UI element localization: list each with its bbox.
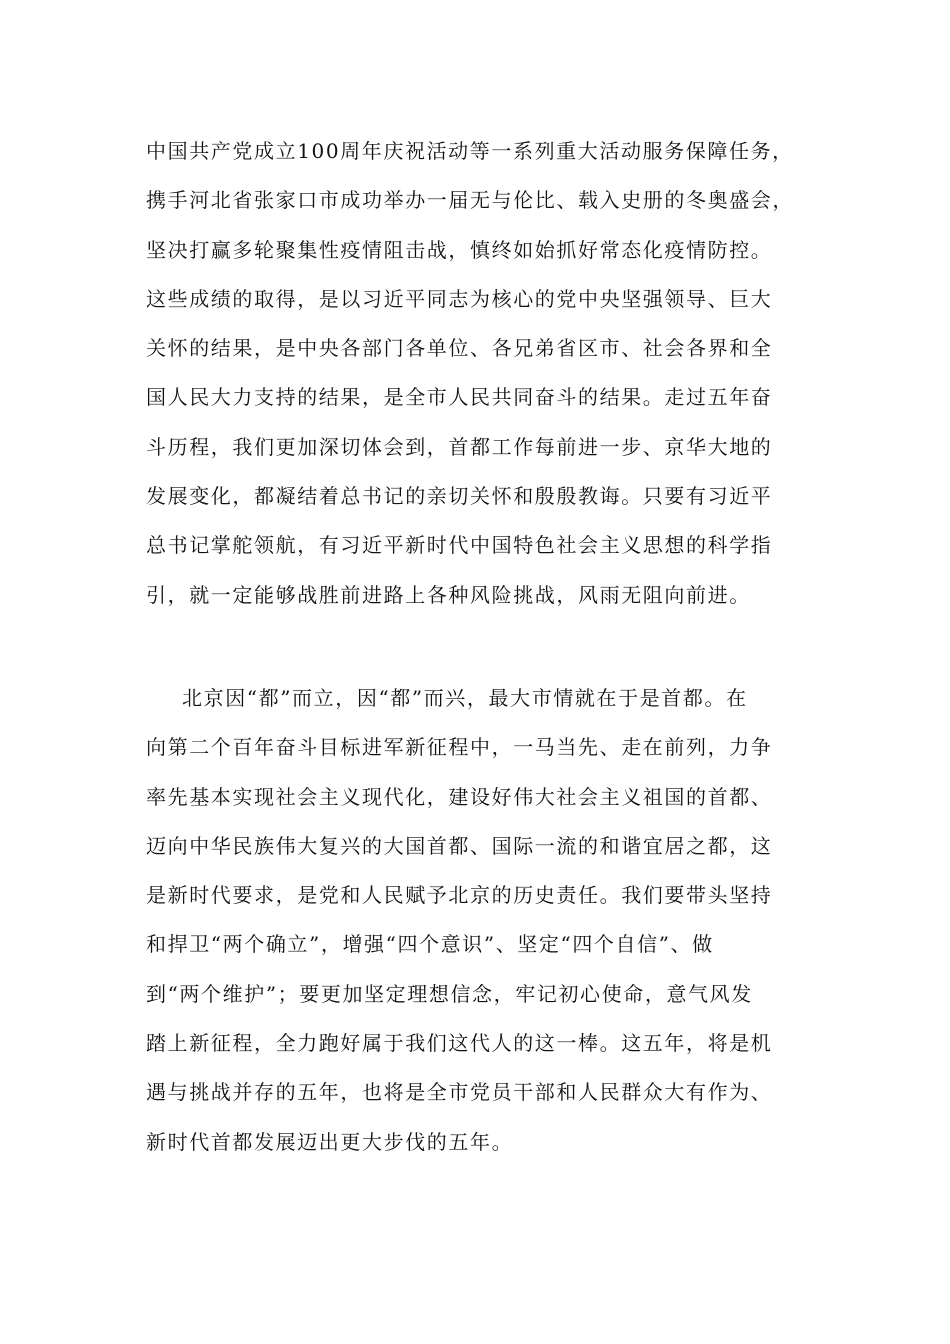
paragraph-line: 坚决打赢多轮聚集性疫情阻击战，慎终如始抓好常态化疫情防控。 [146,237,773,262]
paragraph-line: 踏上新征程，全力跑好属于我们这代人的这一棒。这五年，将是机 [146,1031,773,1056]
paragraph-line: 迈向中华民族伟大复兴的大国首都、国际一流的和谐宜居之都，这 [146,833,773,858]
paragraph-line: 总书记掌舵领航，有习近平新时代中国特色社会主义思想的科学指 [146,533,773,558]
paragraph-line: 和捍卫“两个确立”，增强“四个意识”、坚定“四个自信”、做 [146,932,714,957]
paragraph-line: 发展变化，都凝结着总书记的亲切关怀和殷殷教诲。只要有习近平 [146,484,773,509]
paragraph-line: 这些成绩的取得，是以习近平同志为核心的党中央坚强领导、巨大 [146,286,773,311]
body-paragraph-2 [146,674,806,1167]
paragraph-line: 向第二个百年奋斗目标进军新征程中，一马当先、走在前列，力争 [146,735,773,760]
paragraph-line: 北京因“都”而立，因“都”而兴，最大市情就在于是首都。在 [182,686,748,710]
paragraph-line: 斗历程，我们更加深切体会到，首都工作每前进一步、京华大地的 [146,434,773,459]
paragraph-line: 关怀的结果，是中央各部门各单位、各兄弟省区市、社会各界和全 [146,336,773,361]
paragraph-line: 新时代首都发展迈出更大步伐的五年。 [146,1129,514,1154]
paragraph-line: 到“两个维护”；要更加坚定理想信念，牢记初心使命，意气风发 [146,981,753,1006]
paragraph-line: 是新时代要求，是党和人民赋予北京的历史责任。我们要带头坚持 [146,883,773,908]
paragraph-line: 率先基本实现社会主义现代化，建设好伟大社会主义祖国的首都、 [146,784,773,809]
paragraph-line: 国人民大力支持的结果，是全市人民共同奋斗的结果。走过五年奋 [146,385,773,410]
paragraph-line: 中国共产党成立100周年庆祝活动等一系列重大活动服务保障任务， [146,139,794,163]
paragraph-line: 遇与挑战并存的五年，也将是全市党员干部和人民群众大有作为、 [146,1080,773,1105]
paragraph-line: 引，就一定能够战胜前进路上各种风险挑战，风雨无阻向前进。 [146,582,751,607]
body-paragraph-1 [146,127,806,620]
paragraph-line: 携手河北省张家口市成功举办一届无与伦比、载入史册的冬奥盛会， [146,188,794,213]
